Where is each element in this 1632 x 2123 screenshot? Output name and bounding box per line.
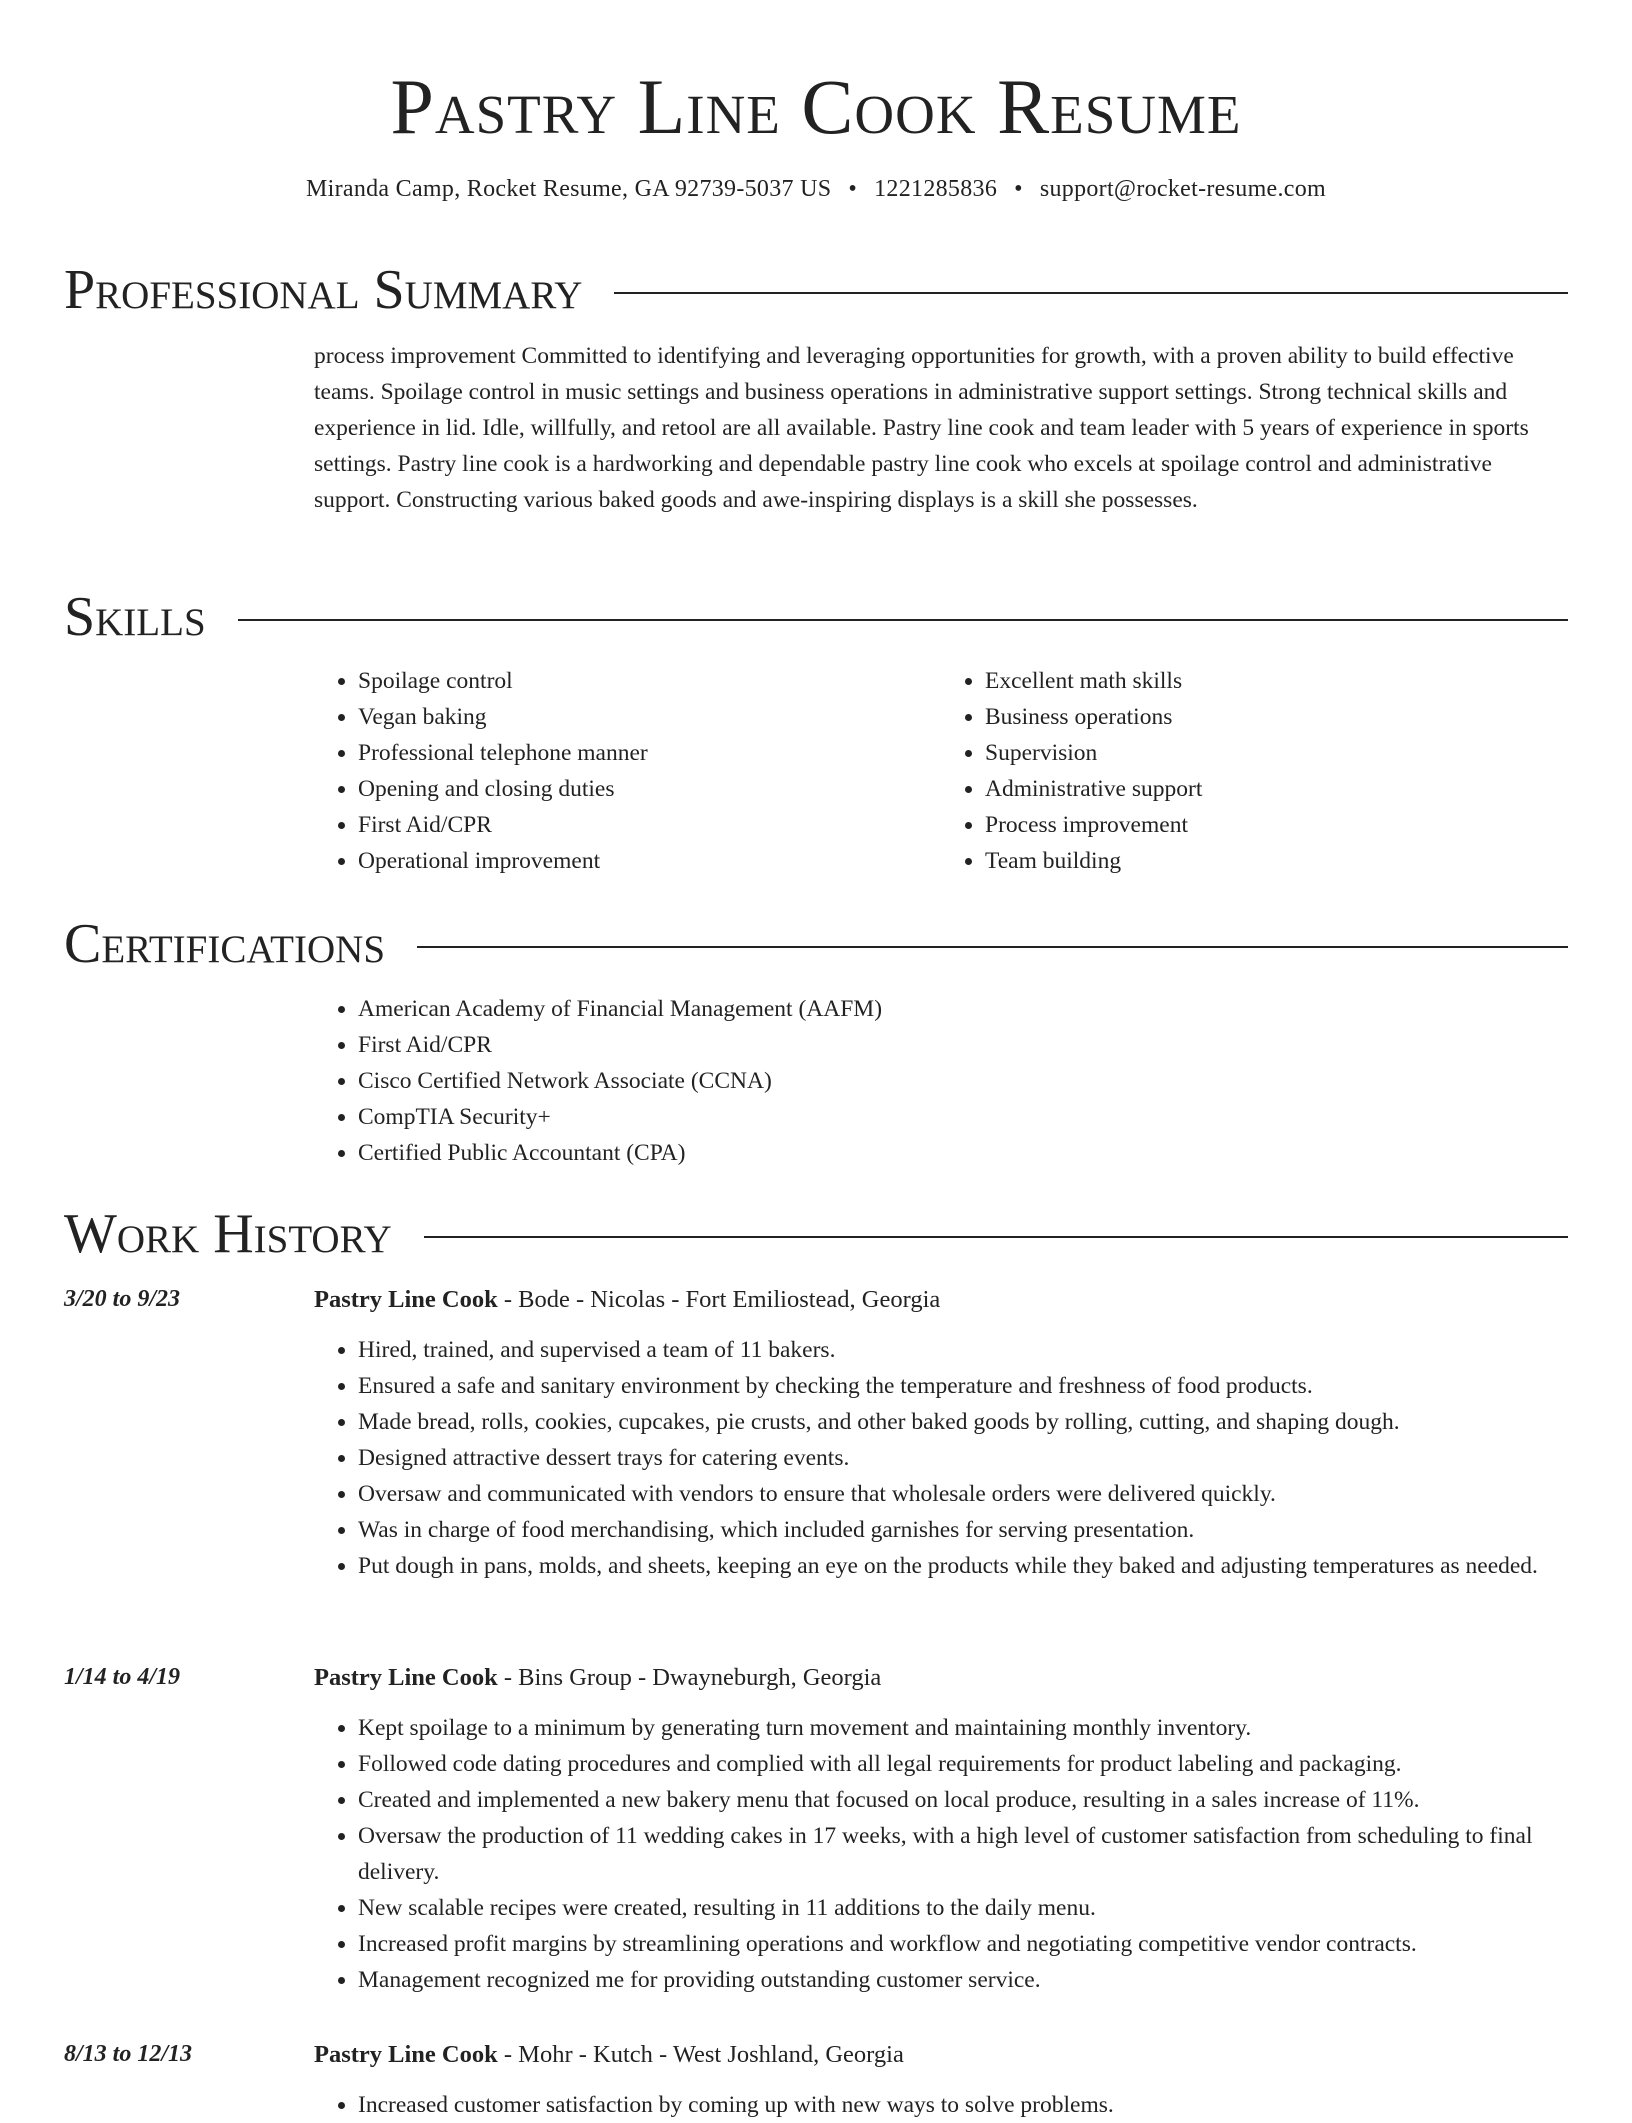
job-bullet: • Created and implemented a new bakery menu that focused on local produce, resulting in a sales increase of 11%. <box>358 1782 1568 1818</box>
skill-item: • Operational improvement <box>358 843 941 879</box>
skill-item: • First Aid/CPR <box>358 807 941 843</box>
certification-item: • American Academy of Financial Management (AAFM) <box>358 991 1568 1027</box>
certifications-list <box>314 991 1568 1171</box>
skill-item: • Excellent math skills <box>985 663 1568 699</box>
certifications-section-header <box>64 913 1568 975</box>
job-dates: 8/13 to 12/13 <box>64 2041 193 2067</box>
job-bullet: • Increased customer satisfaction by coming up with new ways to solve problems. <box>358 2087 1568 2123</box>
job-bullet: • Made bread, rolls, cookies, cupcakes, pie crusts, and other baked goods by rolling, cutting, and shaping dough. <box>358 1404 1568 1440</box>
contact-separator: • <box>848 176 858 202</box>
job-role: Pastry Line Cook <box>314 1286 498 1313</box>
certifications-heading: Certifications <box>64 913 386 975</box>
work-heading: Work History <box>64 1203 392 1265</box>
job-entry <box>64 1286 1568 1584</box>
job-bullet: • Increased profit margins by streamlining operations and workflow and negotiating competitive vendor contracts. <box>358 1926 1568 1962</box>
skills-section-header <box>64 586 1568 648</box>
job-heading <box>314 1286 1568 1314</box>
certification-item: • Certified Public Accountant (CPA) <box>358 1135 1568 1171</box>
skill-item: • Vegan baking <box>358 699 941 735</box>
job-bullet: • Hired, trained, and supervised a team of 11 bakers. <box>358 1332 1568 1368</box>
certification-item: • First Aid/CPR <box>358 1027 1568 1063</box>
job-bullets <box>314 2087 1568 2123</box>
section-divider <box>424 1236 1568 1238</box>
skill-item: • Supervision <box>985 735 1568 771</box>
section-divider <box>614 292 1568 294</box>
skills-heading: Skills <box>64 586 206 648</box>
job-bullet: • Ensured a safe and sanitary environment by checking the temperature and freshness of food products. <box>358 1368 1568 1404</box>
skills-column-right <box>941 663 1568 879</box>
job-heading <box>314 2041 1568 2069</box>
job-bullet: • Followed code dating procedures and complied with all legal requirements for product labeling and packaging. <box>358 1746 1568 1782</box>
skill-item: • Opening and closing duties <box>358 771 941 807</box>
job-details: - Bode - Nicolas - Fort Emiliostead, Georgia <box>497 1286 941 1313</box>
contact-address: Miranda Camp, Rocket Resume, GA 92739-5037 US <box>305 176 832 202</box>
certification-item: • CompTIA Security+ <box>358 1099 1568 1135</box>
resume-title: Pastry Line Cook Resume <box>390 63 1242 150</box>
contact-separator: • <box>1014 176 1023 202</box>
skill-item: • Process improvement <box>985 807 1568 843</box>
skills-list <box>314 663 1568 879</box>
job-details: - Mohr - Kutch - West Joshland, Georgia <box>497 2041 904 2068</box>
job-bullets <box>314 1710 1568 1998</box>
section-divider <box>238 619 1568 621</box>
job-details: - Bins Group - Dwayneburgh, Georgia <box>497 1664 882 1691</box>
job-role: Pastry Line Cook <box>314 1664 498 1691</box>
skill-item: • Professional telephone manner <box>358 735 941 771</box>
skill-item: • Administrative support <box>985 771 1568 807</box>
job-entry <box>64 2041 1568 2123</box>
job-bullet: • Management recognized me for providing outstanding customer service. <box>358 1962 1568 1998</box>
skill-item: • Business operations <box>985 699 1568 735</box>
skill-item: • Spoilage control <box>358 663 941 699</box>
job-dates: 1/14 to 4/19 <box>64 1664 181 1690</box>
summary-section-header <box>64 259 1568 321</box>
contact-phone: 1221285836 <box>874 176 998 202</box>
summary-heading: Professional Summary <box>64 259 583 321</box>
job-bullets <box>314 1332 1568 1584</box>
job-dates: 3/20 to 9/23 <box>64 1286 181 1312</box>
contact-line <box>0 176 1632 203</box>
job-entry <box>64 1664 1568 1998</box>
job-bullet: • Oversaw the production of 11 wedding cakes in 17 weeks, with a high level of customer satisfaction from scheduling to final delivery. <box>358 1818 1568 1890</box>
skill-item: • Team building <box>985 843 1568 879</box>
job-bullet: • Put dough in pans, molds, and sheets, keeping an eye on the products while they baked and adjusting temperatures as needed. <box>358 1548 1568 1584</box>
work-section-header <box>64 1203 1568 1265</box>
job-bullet: • Kept spoilage to a minimum by generating turn movement and maintaining monthly inventory. <box>358 1710 1568 1746</box>
job-bullet: • New scalable recipes were created, resulting in 11 additions to the daily menu. <box>358 1890 1568 1926</box>
job-bullet: • Oversaw and communicated with vendors to ensure that wholesale orders were delivered quickly. <box>358 1476 1568 1512</box>
job-bullet: • Was in charge of food merchandising, which included garnishes for serving presentation. <box>358 1512 1568 1548</box>
job-role: Pastry Line Cook <box>314 2041 498 2068</box>
contact-email: support@rocket-resume.com <box>1039 176 1327 202</box>
job-heading <box>314 1664 1568 1692</box>
certification-item: • Cisco Certified Network Associate (CCNA) <box>358 1063 1568 1099</box>
job-bullet: • Designed attractive dessert trays for catering events. <box>358 1440 1568 1476</box>
section-divider <box>417 946 1568 948</box>
skills-column-left <box>314 663 941 879</box>
summary-text: process improvement Committed to identifying and leveraging opportunities for growth, with a proven ability to build effective teams. Spoilage control in music settings and business operations in administrative support settings. Strong technical skills and experience in lid. Idle, willfully, and retool are all available. Pastry line cook and team leader with 5 years of experience in sports settings. Pastry line cook is a hardworking and dependable pastry line cook who excels at spoilage control and administrative support. Constructing various baked goods and awe-inspiring displays is a skill she possesses. <box>314 343 1529 513</box>
